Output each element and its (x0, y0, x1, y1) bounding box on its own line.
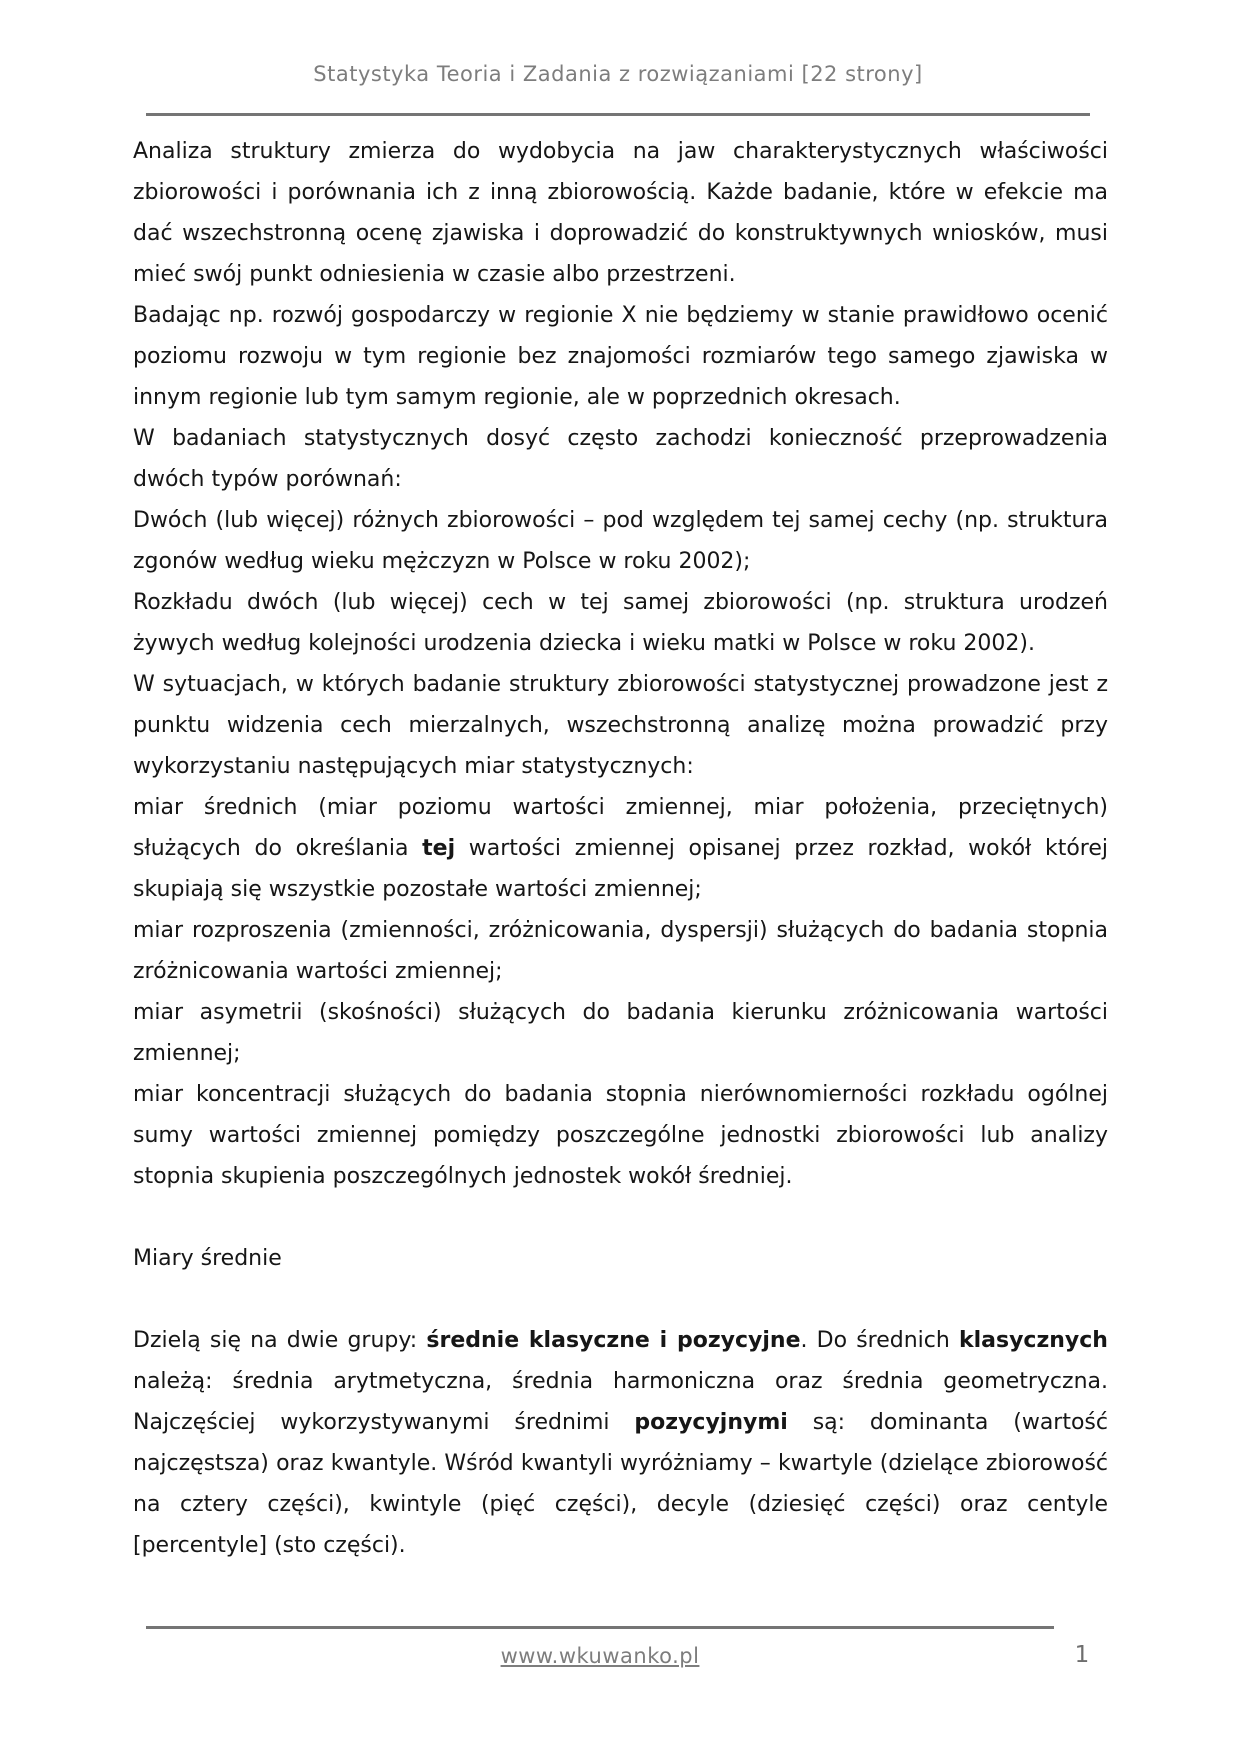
paragraph (133, 131, 1108, 295)
text-run: Badając np. rozwój gospodarczy w regionie X nie będziemy w stanie prawidłowo ocenić poziomu rozwoju w tym regionie bez znajomości rozmiarów tego samego zjawiska w innym regionie lub tym samym regionie, ale w poprzednich okresach. (133, 303, 1108, 410)
text-run: Analiza struktury zmierza do wydobycia na jaw charakterystycznych właściwości zbiorowości i porównania ich z inną zbiorowością. Każde badanie, które w efekcie ma dać wszechstronną ocenę zjawiska i doprowadzić do konstruktywnych wniosków, musi mieć swój punkt odniesienia w czasie albo przestrzeni. (133, 139, 1108, 287)
bold-text-run: pozycyjnymi (634, 1410, 788, 1435)
text-run: miar asymetrii (skośności) służących do badania kierunku zróżnicowania wartości zmiennej; (133, 1000, 1108, 1066)
document-body (133, 131, 1108, 1566)
text-run: W badaniach statystycznych dosyć często zachodzi konieczność przeprowadzenia dwóch typów porównań: (133, 426, 1108, 492)
paragraph (133, 787, 1108, 910)
paragraph (133, 500, 1108, 582)
footer-rule (146, 1626, 1054, 1629)
paragraph (133, 910, 1108, 992)
text-run: miar średnich (miar poziomu wartości zmiennej, miar położenia, przeciętnych) służących do określania (133, 795, 1108, 861)
blank-line (133, 1279, 1108, 1320)
paragraph (133, 295, 1108, 418)
paragraph (133, 418, 1108, 500)
paragraph (133, 664, 1108, 787)
page-header-title: Statystyka Teoria i Zadania z rozwiązaniami [22 strony] (313, 62, 923, 86)
text-run: wartości zmiennej opisanej przez rozkład, wokół której skupiają się wszystkie pozostałe wartości zmiennej; (133, 836, 1108, 902)
paragraph (133, 1320, 1108, 1566)
text-run: Miary średnie (133, 1246, 282, 1271)
section-heading (133, 1238, 1108, 1279)
text-run: Rozkładu dwóch (lub więcej) cech w tej samej zbiorowości (np. struktura urodzeń żywych według kolejności urodzenia dziecka i wieku matki w Polsce w roku 2002). (133, 590, 1108, 656)
text-run: Dwóch (lub więcej) różnych zbiorowości – pod względem tej samej cechy (np. struktura zgonów według wieku mężczyzn w Polsce w roku 2002); (133, 508, 1108, 574)
header-rule (146, 113, 1090, 116)
text-run: . Do średnich (800, 1328, 959, 1353)
text-run: Dzielą się na dwie grupy: (133, 1328, 427, 1353)
paragraph (133, 992, 1108, 1074)
text-run: należą: średnia arytmetyczna, średnia harmoniczna oraz średnia geometryczna. Najczęściej wykorzystywanymi średnimi (133, 1369, 1108, 1435)
bold-text-run: tej (422, 836, 456, 861)
text-run: miar rozproszenia (zmienności, zróżnicowania, dyspersji) służących do badania stopnia zróżnicowania wartości zmiennej; (133, 918, 1108, 984)
bold-text-run: średnie klasyczne i pozycyjne (426, 1328, 801, 1353)
text-run: miar koncentracji służących do badania stopnia nierównomierności rozkładu ogólnej sumy wartości zmiennej pomiędzy poszczególne jednostki zbiorowości lub analizy stopnia skupienia poszczególnych jednostek wokół średniej. (133, 1082, 1108, 1189)
paragraph (133, 1074, 1108, 1197)
text-run: W sytuacjach, w których badanie struktury zbiorowości statystycznej prowadzone jest z punktu widzenia cech mierzalnych, wszechstronną analizę można prowadzić przy wykorzystaniu następujących miar statystycznych: (133, 672, 1108, 779)
footer-website-link[interactable]: www.wkuwanko.pl (500, 1644, 700, 1668)
footer (146, 1644, 1054, 1668)
bold-text-run: klasycznych (958, 1328, 1108, 1353)
page-number: 1 (1074, 1642, 1090, 1668)
text-run: są: dominanta (wartość najczęstsza) oraz kwantyle. Wśród kwantyli wyróżniamy – kwartyle (dzielące zbiorowość na cztery części), kwintyle (pięć części), decyle (dziesięć części) oraz centyle [percentyle] (sto części). (133, 1410, 1108, 1558)
paragraph (133, 582, 1108, 664)
blank-line (133, 1197, 1108, 1238)
